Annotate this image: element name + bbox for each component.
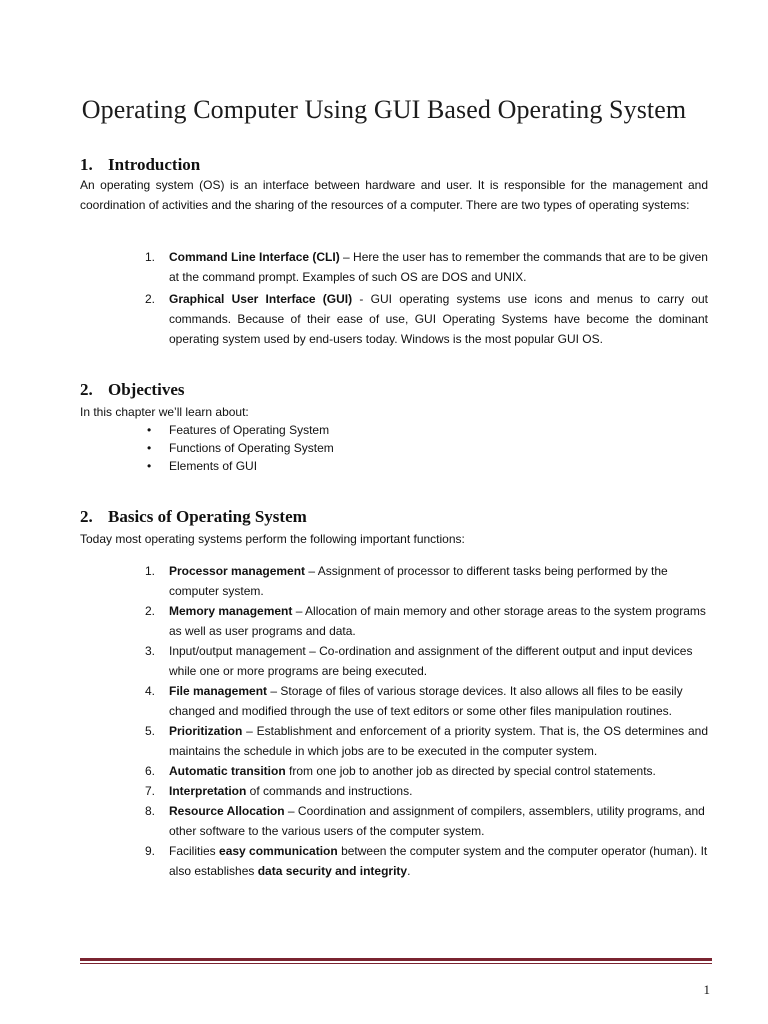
list-number: 2. (145, 604, 156, 618)
list-number: 5. (145, 724, 156, 738)
bullet-text: Functions of Operating System (169, 441, 334, 455)
bullet-icon: • (147, 459, 152, 473)
term: Graphical User Interface (GUI) (169, 292, 353, 306)
list-number: 2. (145, 292, 156, 306)
objectives-intro: In this chapter we’ll learn about: (80, 405, 249, 419)
term: File management (169, 684, 268, 698)
description: – Assignment of processor to different tasks being performed by the computer system. (169, 564, 668, 598)
list-number: 6. (145, 764, 156, 778)
section-heading-objectives (80, 379, 184, 401)
list-number: 8. (145, 804, 156, 818)
list-item (145, 561, 708, 601)
description: Input/output management – Co-ordination and assignment of the different output and input devices while one or more programs are being executed. (169, 644, 693, 678)
bullet-text: Features of Operating System (169, 423, 330, 437)
list-item (145, 841, 708, 881)
list-item (145, 641, 708, 681)
description: – Here the user has to remember the commands that are to be given at the command prompt. Examples of such OS are DOS and UNIX. (169, 250, 708, 284)
basics-intro: Today most operating systems perform the following important functions: (80, 532, 465, 546)
list-item (145, 247, 708, 287)
section-heading-basics (80, 506, 307, 528)
description: – Storage of files of various storage devices. It also allows all files to be easily changed and modified through the use of text editors or some other files manipulation routines. (169, 684, 683, 718)
description: – Coordination and assignment of compilers, assemblers, utility programs, and other software to the various users of the computer system. (169, 804, 705, 838)
description: Facilities (169, 844, 220, 858)
page-number: 1 (703, 982, 710, 997)
list-item (145, 721, 708, 761)
bullet-item (145, 421, 334, 439)
bullet-item (145, 457, 334, 475)
term: Processor management (169, 564, 306, 578)
bullet-text: Elements of GUI (169, 459, 258, 473)
bullet-item (145, 439, 334, 457)
list-number: 3. (145, 644, 156, 658)
section-number: 2. (80, 507, 93, 526)
list-number: 1. (145, 250, 156, 264)
description: – Establishment and enforcement of a priority system. That is, the OS determines and maintains the schedule in which jobs are to be executed in the computer system. (169, 724, 708, 758)
term: Interpretation (169, 784, 247, 798)
section-title: Introduction (108, 155, 201, 174)
list-item (145, 289, 708, 349)
intro-paragraph: An operating system (OS) is an interface between hardware and user. It is responsible for the management and coordination of activities and the sharing of the resources of a computer. There are two types of operating systems: (80, 178, 708, 212)
list-number: 7. (145, 784, 156, 798)
list-number: 1. (145, 564, 156, 578)
bullet-icon: • (147, 423, 152, 437)
list-item (145, 681, 708, 721)
os-types-list (145, 247, 708, 349)
list-item (145, 761, 708, 781)
description: - GUI operating systems use icons and menus to carry out commands. Because of their ease of use, GUI Operating Systems have become the dominant operating system used by end-users today. Windows is the most popular GUI OS. (169, 292, 708, 346)
term: Resource Allocation (169, 804, 285, 818)
os-functions-list (145, 561, 708, 881)
term: Command Line Interface (CLI) (169, 250, 340, 264)
section-title: Objectives (108, 380, 185, 399)
list-number: 4. (145, 684, 156, 698)
term: Memory management (169, 604, 293, 618)
objectives-list (145, 421, 334, 475)
term: easy communication (219, 844, 338, 858)
footer-rule (80, 958, 712, 961)
document-title: Operating Computer Using GUI Based Operating System (81, 95, 687, 124)
footer-rule-thin (80, 963, 712, 964)
description: – Allocation of main memory and other storage areas to the system programs as well as user programs and data. (169, 604, 706, 638)
description: from one job to another job as directed by special control statements. (285, 764, 656, 778)
section-number: 2. (80, 380, 93, 399)
term: data security and integrity (257, 864, 408, 878)
description: of commands and instructions. (246, 784, 413, 798)
list-number: 9. (145, 844, 156, 858)
list-item (145, 781, 708, 801)
bullet-icon: • (147, 441, 152, 455)
section-heading-introduction (80, 154, 200, 176)
list-item (145, 801, 708, 841)
term: Prioritization (169, 724, 243, 738)
description: . (407, 864, 411, 878)
section-number: 1. (80, 155, 93, 174)
section-title: Basics of Operating System (108, 507, 307, 526)
description: between the computer system and the computer operator (human). It also establishes (169, 844, 708, 878)
term: Automatic transition (169, 764, 286, 778)
list-item (145, 601, 708, 641)
